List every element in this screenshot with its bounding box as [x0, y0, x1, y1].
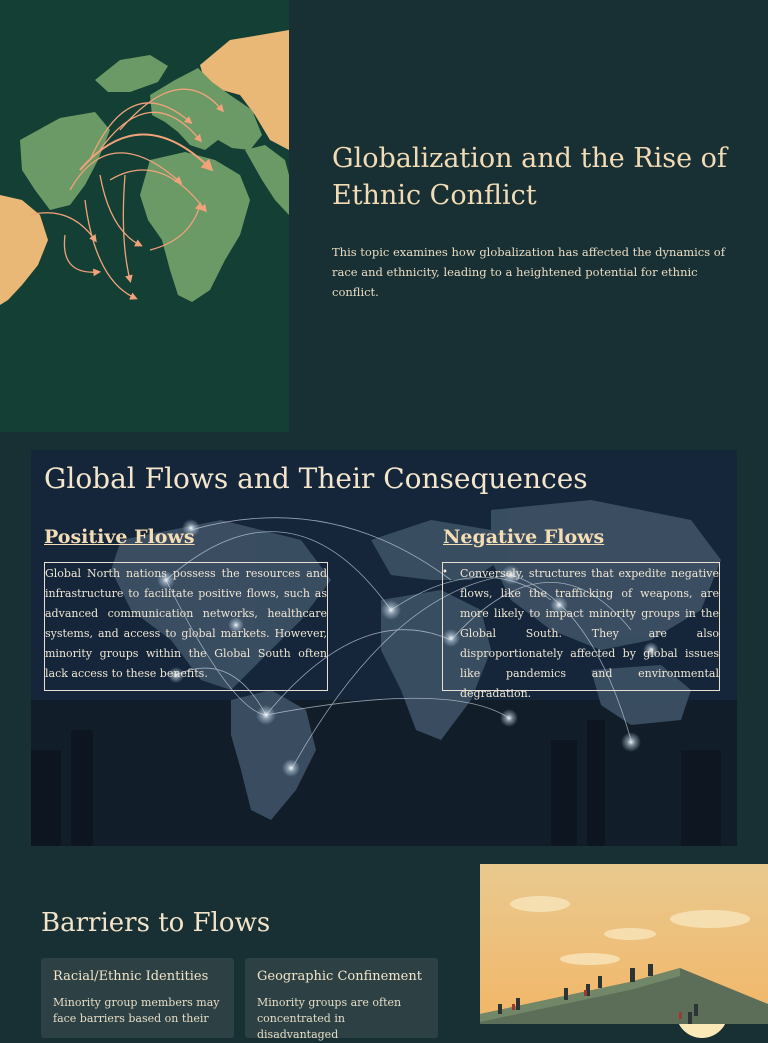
world-map-image [0, 0, 289, 432]
hero-description: This topic examines how globalization has affected the dynamics of race and ethnicity, leading to a heightened potential for ethnic conflict. [332, 245, 725, 299]
barriers-section-title: Barriers to Flows [41, 908, 271, 938]
global-flows-section [31, 450, 737, 846]
wall-illustration-image [480, 864, 768, 1024]
barrier-card-text: Minority groups are often concentrated in disadvantaged [257, 996, 402, 1041]
negative-flows-heading: Negative Flows [443, 526, 605, 548]
barrier-card-title: Geographic Confinement [257, 969, 422, 984]
positive-flows-heading: Positive Flows [44, 526, 195, 548]
barrier-card-text: Minority group members may face barriers based on their [53, 996, 220, 1025]
barrier-card-racial-ethnic [41, 958, 234, 1038]
barrier-card-title: Racial/Ethnic Identities [53, 969, 209, 984]
page-title: Globalization and the Rise of Ethnic Conflict [332, 143, 727, 211]
positive-flows-text: Global North nations possess the resources and infrastructure to facilitate positive flows, such as advanced communication networks, healthcare systems, and access to global markets. However, minority groups within the Global South often lack access to these benefits. [44, 562, 328, 691]
hero-text-block [332, 140, 732, 302]
flows-section-title: Global Flows and Their Consequences [44, 462, 588, 495]
hero-section [0, 0, 768, 432]
negative-flows-text: • Conversely, structures that expedite negative flows, like the trafficking of weapons, are more likely to impact minority groups in the Global South. They are also disproportionately affected by global issues like pandemics and environmental degradation. [442, 562, 720, 691]
barrier-card-geographic [245, 958, 438, 1041]
